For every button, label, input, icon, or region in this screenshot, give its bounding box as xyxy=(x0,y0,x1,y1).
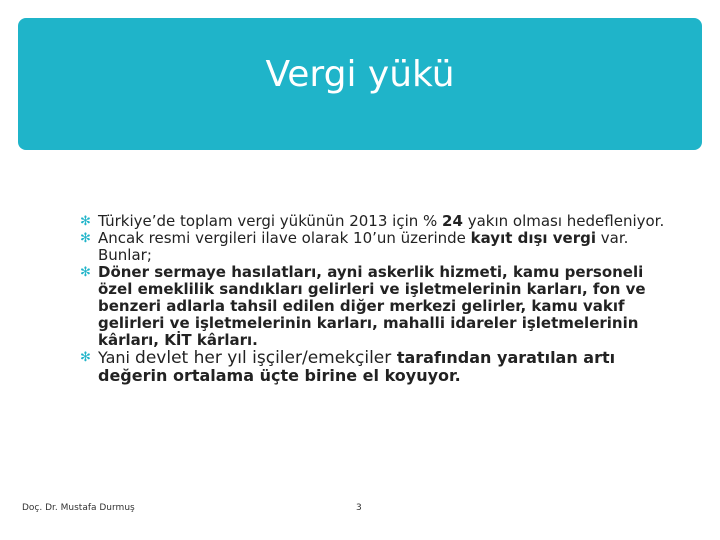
bullet-list xyxy=(80,213,680,385)
bullet-item xyxy=(80,264,680,349)
bullet-item xyxy=(80,230,680,264)
asterisk-icon: ✻ xyxy=(80,350,91,365)
bullet-text: yakın olması hedefleniyor. xyxy=(462,212,665,230)
bullet-item xyxy=(80,213,680,230)
bullet-text-bold: 24 xyxy=(442,212,463,230)
footer-author: Doç. Dr. Mustafa Durmuş xyxy=(22,503,135,513)
slide-title: Vergi yükü xyxy=(265,53,455,95)
title-band xyxy=(18,18,702,150)
bullet-text-bold: kayıt dışı vergi xyxy=(470,229,597,247)
bullet-text-bold: Döner sermaye hasılatları, ayni askerlik hizmeti, kamu personeli özel emeklilik sandıkları gelirleri ve işletmelerinin karları, fon ve benzeri adlarla tahsil edilen diğer merkezi gelirler, kamu vakıf gelirleri ve işletmelerinin karları, mahalli idareler işletmelerinin kârları, KİT kârları. xyxy=(98,263,646,349)
bullet-text: Türkiye’de toplam vergi yükünün 2013 için % xyxy=(98,212,443,230)
bullet-text: Yani xyxy=(98,348,136,367)
bullet-item xyxy=(80,349,680,385)
asterisk-icon: ✻ xyxy=(80,265,91,280)
bullet-text-bold: tarafından yaratılan artı değerin ortalama üçte birine el koyuyor. xyxy=(98,348,616,385)
page-number: 3 xyxy=(356,503,362,513)
asterisk-icon: ✻ xyxy=(80,214,91,229)
bullet-text: Ancak resmi vergileri ilave olarak 10’un üzerinde xyxy=(98,229,471,247)
asterisk-icon: ✻ xyxy=(80,231,91,246)
bullet-text: var. Bunlar; xyxy=(98,229,629,264)
bullet-text-emphasis: devlet her yıl işçiler/emekçiler xyxy=(135,348,392,368)
